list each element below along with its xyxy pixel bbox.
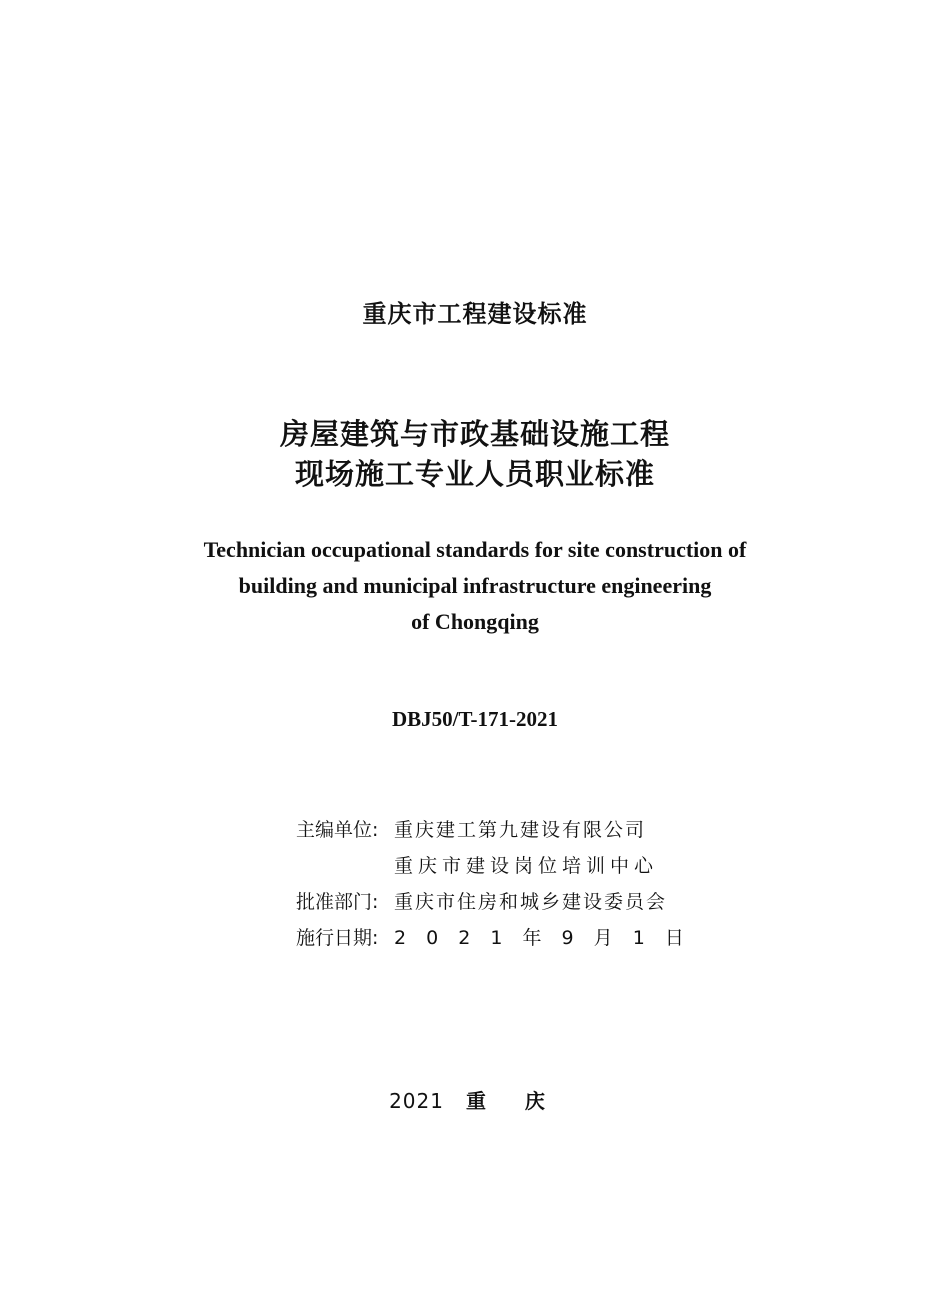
english-title-line-3: of Chongqing: [411, 609, 539, 634]
publication-info: [296, 812, 685, 956]
chief-editor-value: 重庆建工第九建设有限公司: [394, 819, 647, 841]
approval-row: [296, 884, 685, 920]
effective-date-value: 2 0 2 1 年 9 月 1 日: [394, 927, 685, 949]
approval-value: 重庆市住房和城乡建设委员会: [394, 891, 668, 913]
footer-city: 重 庆: [465, 1089, 561, 1113]
series-title: 重庆市工程建设标准: [362, 300, 588, 328]
co-editor-row: [296, 848, 685, 884]
chinese-title-line-2: 现场施工专业人员职业标准: [294, 457, 655, 491]
chinese-title-line-1: 房屋建筑与市政基础设施工程: [279, 417, 670, 451]
effective-date-row: [296, 920, 685, 956]
standard-code: DBJ50/T-171-2021: [391, 707, 559, 731]
approval-label: 批准部门:: [296, 891, 379, 913]
chinese-title: [0, 414, 950, 494]
chief-editor-label: 主编单位:: [296, 819, 379, 841]
footer-year: 2021: [389, 1089, 444, 1113]
co-editor-value: 重庆市建设岗位培训中心: [394, 855, 659, 877]
english-title-line-1: Technician occupational standards for site construction of: [203, 537, 747, 562]
effective-date-label: 施行日期:: [296, 927, 379, 949]
chief-editor-row: [296, 812, 685, 848]
footer: [0, 1085, 950, 1114]
english-title: [0, 532, 950, 640]
english-title-line-2: building and municipal infrastructure engineering: [238, 573, 712, 598]
